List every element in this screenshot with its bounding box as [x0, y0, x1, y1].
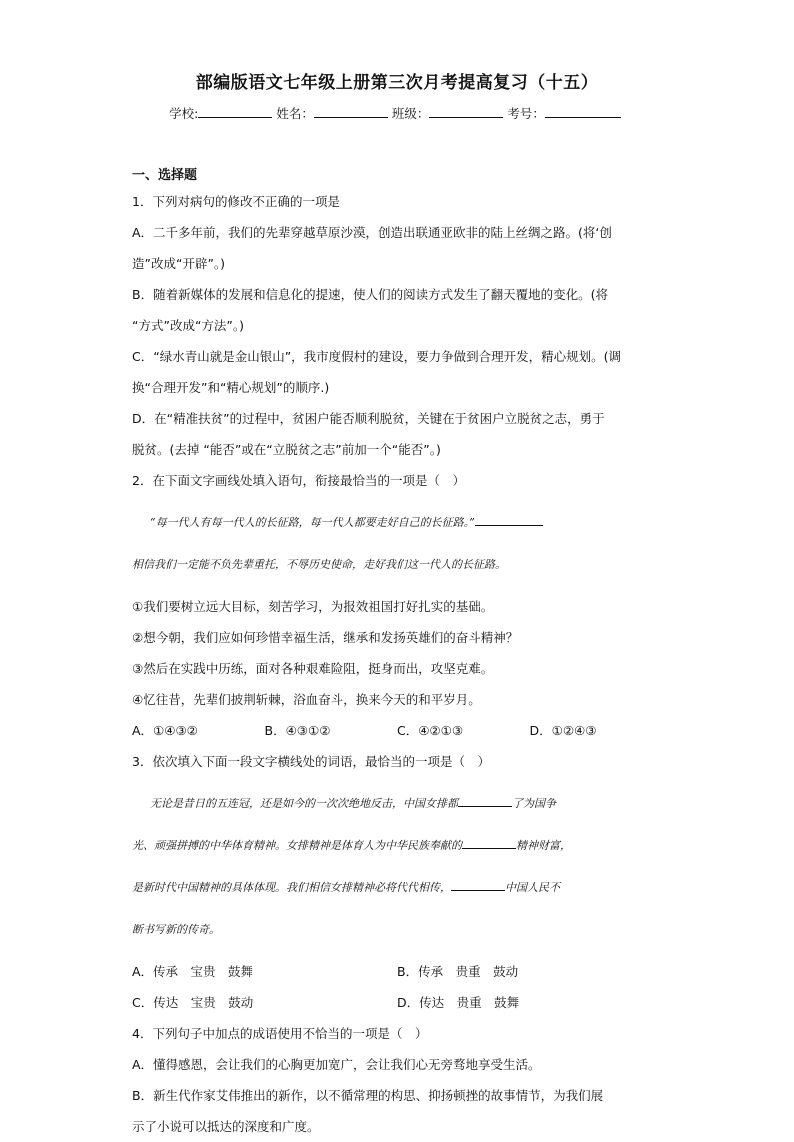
question-3-passage-line-4: 断书写新的传奇。 — [132, 923, 220, 936]
section-heading: 一、选择题 — [132, 168, 198, 183]
question-4-option-b: B．新生代作家艾伟推出的新作，以不循常理的构思、抑扬顿挫的故事情节，为我们展 — [132, 1088, 604, 1103]
question-4-stem: 4．下列句子中加点的成语使用不恰当的一项是（ ） — [132, 1026, 428, 1041]
question-3-blank-1[interactable] — [458, 794, 512, 807]
question-1-option-c: C．“绿水青山就是金山银山”，我市度假村的建设，要力争做到合理开发，精心规划。(调 — [132, 349, 622, 364]
exam-no-label: 考号： — [507, 106, 545, 121]
question-4-option-b-cont: 示了小说可以抵达的深度和广度。 — [132, 1119, 320, 1134]
question-2-sentence-2: ②想今朝，我们应如何珍惜幸福生活，继承和发扬英雄们的奋斗精神？ — [132, 630, 519, 645]
question-3-option-d[interactable]: D．传达 贵重 鼓舞 — [397, 995, 520, 1010]
class-blank[interactable] — [429, 105, 503, 118]
question-2-passage-line-1 — [132, 507, 662, 538]
question-3-blank-3[interactable] — [451, 878, 505, 891]
question-1-option-a: A．二千多年前，我们的先辈穿越草原沙漠，创造出联通亚欧非的陆上丝绸之路。(将‘创 — [132, 225, 612, 240]
school-label: 学校: — [169, 106, 199, 121]
name-blank[interactable] — [314, 105, 388, 118]
question-2-sentence-4: ④忆往昔，先辈们披荆斩棘，浴血奋斗，换来今天的和平岁月。 — [132, 692, 481, 707]
question-1-stem: 1．下列对病句的修改不正确的一项是 — [132, 194, 340, 209]
question-2-sentence-3: ③然后在实践中历练，面对各种艰难险阻，挺身而出，攻坚克难。 — [132, 661, 494, 676]
question-3-text-2b: 精神财富， — [516, 839, 571, 852]
question-3-options-row-2 — [132, 987, 662, 1018]
exam-no-blank[interactable] — [545, 105, 621, 118]
page-title: 部编版语文七年级上册第三次月考提高复习（十五） — [195, 73, 599, 93]
question-2-options — [132, 715, 662, 746]
question-3-stem: 3．依次填入下面一段文字横线处的词语，最恰当的一项是（ ） — [132, 754, 490, 769]
question-content — [132, 166, 662, 1142]
question-3-option-a[interactable]: A．传承 宝贵 鼓舞 — [132, 964, 254, 979]
question-2-option-b[interactable]: B．④③①② — [264, 723, 331, 738]
question-3-option-b[interactable]: B．传承 贵重 鼓动 — [397, 964, 519, 979]
question-2-quote-1: “每一代人有每一代人的长征路，每一代人都要走好自己的长征路。” — [150, 516, 475, 529]
question-3-text-3a: 是新时代中国精神的具体体现。我们相信女排精神必将代代相传， — [132, 881, 451, 894]
question-1-option-b: B．随着新媒体的发展和信息化的提速，使人们的阅读方式发生了翻天覆地的变化。(将 — [132, 287, 608, 302]
question-3-option-c[interactable]: C．传达 宝贵 鼓动 — [132, 995, 254, 1010]
question-2-option-d[interactable]: D．①②④③ — [529, 723, 597, 738]
name-label: 姓名： — [276, 106, 314, 121]
class-label: 班级： — [391, 106, 430, 121]
student-info-line — [0, 104, 794, 122]
question-2-stem: 2．在下面文字画线处填入语句，衔接最恰当的一项是（ ） — [132, 473, 465, 488]
question-3-passage-line-1 — [132, 788, 662, 819]
question-3-passage-line-2 — [132, 830, 662, 861]
question-2-blank[interactable] — [475, 513, 543, 526]
question-1-option-b-cont: “方式”改成“方法”。) — [132, 318, 245, 333]
question-2-option-c[interactable]: C．④②①③ — [397, 723, 464, 738]
question-3-text-1a: 无论是昔日的五连冠，还是如今的一次次绝地反击，中国女排都 — [150, 797, 458, 810]
question-3-blank-2[interactable] — [462, 836, 516, 849]
question-3-text-3b: 中国人民不 — [505, 881, 560, 894]
question-2-option-a[interactable]: A．①④③② — [132, 723, 198, 738]
question-2-passage-line-2: 相信我们一定能不负先辈重托，不辱历史使命，走好我们这一代人的长征路。 — [132, 558, 506, 571]
question-1-option-c-cont: 换“合理开发”和“精心规划”的顺序.) — [132, 380, 330, 395]
question-1-option-d: D．在“精准扶贫”的过程中，贫困户能否顺利脱贫，关键在于贫困户立脱贫之志，勇于 — [132, 411, 605, 426]
question-4-option-a: A．懂得感恩，会让我们的心胸更加宽广，会让我们心无旁骛地享受生活。 — [132, 1057, 541, 1072]
question-1-option-a-cont: 造”改成“开辟”。) — [132, 256, 226, 271]
question-3-text-1b: 了为国争 — [512, 797, 556, 810]
school-blank[interactable] — [198, 105, 272, 118]
question-3-passage-line-3 — [132, 872, 662, 903]
question-3-text-2a: 光、顽强拼搏的中华体育精神。女排精神是体育人为中华民族奉献的 — [132, 839, 462, 852]
question-1-option-d-cont: 脱贫。(去掉 “能否”或在“立脱贫之志”前加一个“能否”。) — [132, 442, 441, 457]
question-2-sentence-1: ①我们要树立远大目标，刻苦学习，为报效祖国打好扎实的基础。 — [132, 599, 494, 614]
question-3-options-row-1 — [132, 956, 662, 987]
